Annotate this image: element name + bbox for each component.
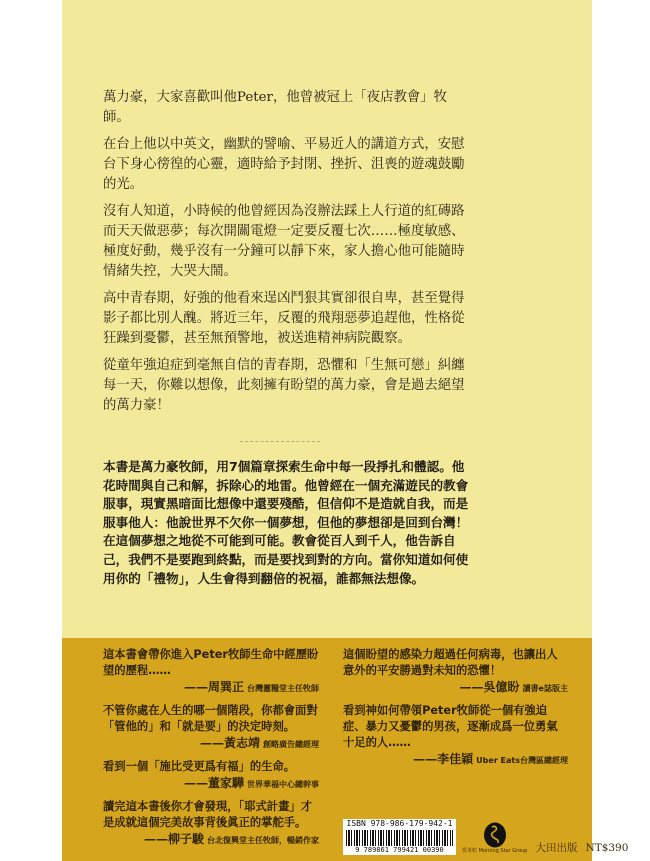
endorsement (103, 703, 319, 753)
endorser (103, 735, 319, 753)
endorser (103, 679, 319, 697)
story-paragraph: 高中青春期，好強的他看來逞凶鬥狠其實卻很自卑，甚至覺得影子都比別人醜。將近三年，反覆的飛翔惡夢追趕他，性格從狂躁到憂鬱，甚至無預警地，被送進精神病院觀察。 (103, 291, 465, 346)
endorsement-column-right (343, 647, 629, 855)
endorsement (103, 799, 319, 849)
book-back-cover (62, 0, 629, 861)
isbn-text: ISBN 978-986-179-942-1 (346, 819, 453, 829)
endorser-role: 創略廣告總經理 (263, 740, 319, 750)
story-paragraph: 萬力豪，大家喜歡叫他Peter，他曾被冠上「夜店教會」牧師。 (103, 90, 448, 125)
endorser-name: ——黃志靖 (199, 736, 260, 751)
dashed-divider (240, 441, 320, 442)
endorser-role: 讀書e誌版主 (522, 684, 568, 694)
publisher-logo (462, 822, 528, 855)
endorsement (343, 647, 568, 697)
isbn-barcode (343, 819, 456, 855)
endorsement-text: 讀完這本書後你才會發現，「耶式計畫」才是成就這個完美故事背後眞正的掌舵手。 (103, 800, 312, 830)
endorsement (103, 759, 319, 793)
publisher-row (343, 811, 629, 855)
endorser-name: ——柳子駿 (143, 832, 204, 847)
endorsement-text: 不管你處在人生的哪一個階段，你都會面對「管他的」和「就是要」的決定時刻。 (103, 704, 318, 734)
publisher-logo-icon (483, 822, 507, 848)
story-paragraph: 從童年強迫症到毫無自信的青春期，恐懼和「生無可戀」糾纏每一天，你難以想像，此刻擁有盼望的萬力豪，會是過去絕望的萬力豪！ (103, 358, 465, 413)
book-intro: 本書是萬力豪牧師，用7個篇章探索生命中每一段掙扎和體認。他花時間與自己和解，拆除心的地雷。他曾經在一個充滿遊民的教會服事，現實黑暗面比想像中還要殘酷，但信仰不是造就自我，而是服事他人：他說世界不欠你一個夢想，但他的夢想卻是回到台灣！在這個夢想之地從不可能到可能。教會從百人到千人，他告訴自己，我們不是要跑到終點，而是要找到對的方向。當你知道如何使用你的「禮物」，人生會得到翻倍的祝福，誰都無法想像。 (103, 459, 469, 586)
endorsement-text: 看到一個「施比受更爲有福」的生命。 (103, 760, 296, 774)
endorser (343, 679, 568, 697)
endorsement (103, 647, 319, 697)
publisher-name: 大田出版 (535, 842, 578, 855)
spacer (62, 588, 592, 638)
endorser (103, 775, 319, 793)
barcode-bars (346, 830, 453, 846)
endorser-name: ——吳億盼 (459, 680, 520, 695)
endorsement-text: 這本書會帶你進入Peter牧師生命中經歷盼望的歷程…… (103, 648, 319, 678)
endorser-role: 台北復興堂主任牧師，暢銷作家 (207, 836, 319, 846)
barcode-digits: 9 789861 799421 00390 (355, 846, 444, 855)
endorser-role: Uber Eats台灣區總經理 (476, 756, 568, 766)
story-paragraph: 沒有人知道，小時候的他曾經因為沒辦法踩上人行道的紅磚路而天天做惡夢；每次開關電燈一定要反覆七次……極度敏感、極度好動，幾乎沒有一分鐘可以靜下來，家人擔心他可能隨時情緒失控，大哭大鬧。 (103, 204, 465, 279)
story-text (103, 88, 473, 423)
story-paragraph: 在台上他以中英文，幽默的譬喻、平易近人的講道方式，安慰台下身心徬徨的心靈，適時給予封閉、挫折、沮喪的遊魂鼓勵的光。 (103, 137, 465, 192)
endorsement (343, 703, 568, 769)
publisher-group: 愛米粒 Morning Star Group (462, 848, 528, 855)
endorser-role: 台灣靈糧堂主任牧師 (247, 684, 319, 694)
endorsement-column-left (103, 647, 319, 855)
endorser (343, 751, 568, 769)
endorsement-text: 這個盼望的感染力超過任何病毒，也讓出人意外的平安勝過對未知的恐懼！ (343, 648, 558, 678)
endorsement-text: 看到神如何帶領Peter牧師從一個有強迫症、暴力又憂鬱的男孩，逐漸成爲一位勇氣十足的人…… (343, 704, 558, 750)
price: NT$390 (585, 842, 629, 855)
endorser-role: 世界華福中心總幹事 (247, 780, 319, 790)
endorser-name: ——周巽正 (183, 680, 244, 695)
endorser-name: ——董家驊 (183, 776, 244, 791)
endorser (103, 831, 319, 849)
endorser-name: ——李佳穎 (413, 752, 474, 767)
